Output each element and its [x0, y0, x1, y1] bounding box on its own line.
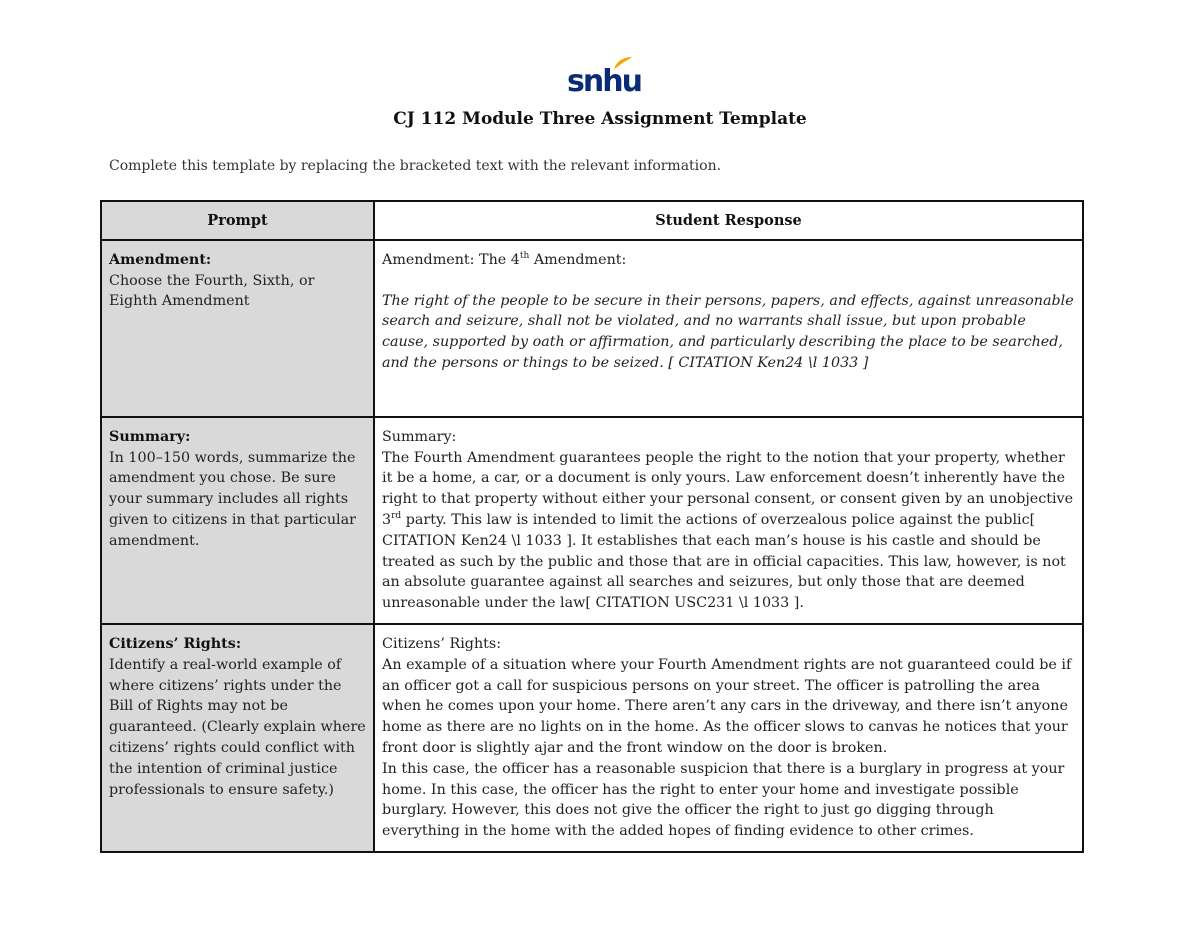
- table-row-amendment: [101, 240, 1083, 417]
- heading-superscript: th: [519, 250, 530, 261]
- leaf-icon: [613, 56, 633, 70]
- prompt-label-amendment: Amendment:: [109, 251, 212, 268]
- response-heading-citizens-rights: Citizens’ Rights:: [382, 635, 502, 652]
- prompt-text-amendment: Choose the Fourth, Sixth, or Eighth Amendment: [109, 272, 315, 310]
- response-cell-citizens-rights[interactable]: [374, 624, 1083, 852]
- response-cell-amendment[interactable]: [374, 240, 1083, 417]
- prompt-text-summary: In 100–150 words, summarize the amendment you chose. Be sure your summary includes all rights given to citizens in that particular amendment.: [109, 449, 356, 549]
- table-header-row: [101, 201, 1083, 240]
- prompt-text-citizens-rights: Identify a real-world example of where citizens’ rights under the Bill of Rights may not be guaranteed. (Clearly explain where citizens’ rights could conflict with the intention of criminal justice professionals to ensure safety.): [109, 656, 366, 798]
- prompt-label-summary: Summary:: [109, 428, 191, 445]
- header-prompt: Prompt: [101, 201, 374, 240]
- citizens-rights-paragraph-1: An example of a situation where your Fourth Amendment rights are not guaranteed could be if an officer got a call for suspicious persons on your street. The officer is patrolling the area when he comes upon your home. There aren’t any cars in the driveway, and there isn’t anyone home as there are no lights on in the home. As the officer slows to canvas he notices that your front door is slightly ajar and the front window on the door is broken.: [382, 656, 1072, 756]
- page-title: CJ 112 Module Three Assignment Template: [393, 109, 807, 129]
- heading-prefix: Amendment: The 4: [382, 251, 520, 268]
- prompt-cell-summary: [101, 417, 374, 624]
- prompt-label-citizens-rights: Citizens’ Rights:: [109, 635, 242, 652]
- summary-text-part2: party. This law is intended to limit the actions of overzealous police against the public[ CITATION Ken24 \l 1033 ]. It establishes that each man’s house is his castle and should be treated as such by the public and those that are in official capacities. This law, however, is not an absolute guarantee against all searches and seizures, but only those that are deemed unreasonable under the law[ CITATION USC231 \l 1033 ].: [382, 511, 1066, 612]
- summary-superscript: rd: [391, 510, 402, 521]
- prompt-cell-amendment: [101, 240, 374, 417]
- prompt-cell-citizens-rights: [101, 624, 374, 852]
- response-heading-summary: Summary:: [382, 428, 457, 445]
- header-student-response: Student Response: [374, 201, 1083, 240]
- assignment-table: [100, 200, 1084, 853]
- response-cell-summary[interactable]: [374, 417, 1083, 624]
- amendment-quote: The right of the people to be secure in their persons, papers, and effects, against unreasonable search and seizure, shall not be violated, and no warrants shall issue, but upon probable cause, supported by oath or affirmation, and particularly describing the place to be searched, and the persons or things to be seized. [ CITATION Ken24 \l 1033 ]: [382, 292, 1074, 371]
- heading-suffix: Amendment:: [529, 251, 627, 268]
- citizens-rights-paragraph-2: In this case, the officer has a reasonable suspicion that there is a burglary in progress at your home. In this case, the officer has the right to enter your home and investigate possible burglary. However, this does not give the officer the right to just go digging through everything in the home with the added hopes of finding evidence to other crimes.: [382, 760, 1065, 840]
- table-row-summary: [101, 417, 1083, 624]
- response-heading-amendment: [382, 250, 1075, 271]
- snhu-logo: [565, 56, 641, 102]
- summary-paragraph: [382, 448, 1075, 614]
- logo-wordmark: snhu: [567, 64, 641, 99]
- summary-text-part1: The Fourth Amendment guarantees people the right to the notion that your property, whether it be a home, a car, or a document is only yours. Law enforcement doesn’t inherently have the right to that property without either your personal consent, or consent given by an unobjective 3: [382, 449, 1074, 528]
- table-row-citizens-rights: [101, 624, 1083, 852]
- instructions-text: Complete this template by replacing the bracketed text with the relevant information.: [109, 158, 722, 174]
